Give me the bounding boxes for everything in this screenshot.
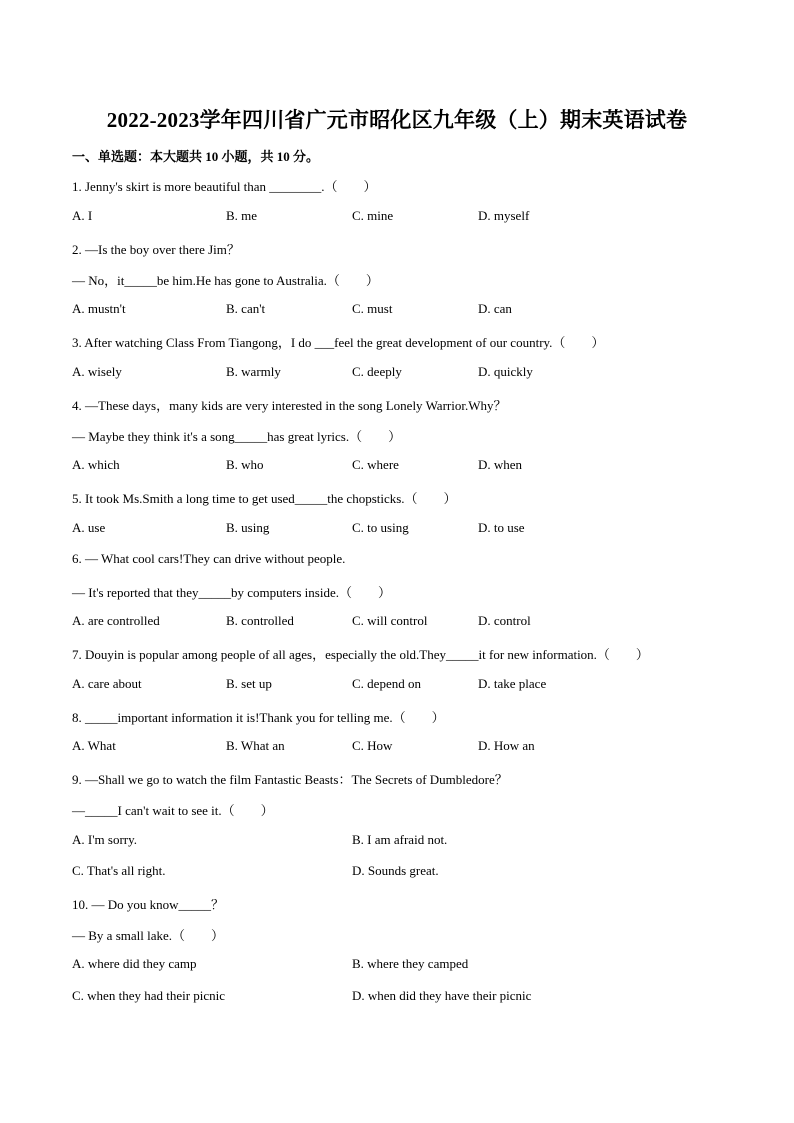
question-6-line2: — It's reported that they_____by computers inside.（ ）: [72, 585, 391, 600]
question-5-stem: 5. It took Ms.Smith a long time to get used_____the chopsticks.（ ）: [72, 491, 457, 506]
q2-option-c[interactable]: C. must: [352, 301, 393, 316]
q9-option-d[interactable]: D. Sounds great.: [352, 863, 439, 878]
q3-option-c[interactable]: C. deeply: [352, 364, 402, 379]
question-3-stem: 3. After watching Class From Tiangong，I do ___feel the great development of our country.（ ）: [72, 335, 605, 350]
q6-option-a[interactable]: A. are controlled: [72, 613, 160, 628]
q10-option-a[interactable]: A. where did they camp: [72, 956, 197, 971]
q10-option-c[interactable]: C. when they had their picnic: [72, 988, 226, 1003]
question-8-stem: 8. _____important information it is!Thank you for telling me.（ ）: [72, 710, 445, 725]
section-heading: 一、单选题：本大题共 10 小题，共 10 分。: [72, 149, 320, 164]
q2-option-a[interactable]: A. mustn't: [72, 301, 126, 316]
q3-option-d[interactable]: D. quickly: [478, 364, 533, 379]
q5-option-d[interactable]: D. to use: [478, 520, 525, 535]
q1-option-b[interactable]: B. me: [226, 208, 258, 223]
page-title: 2022-2023学年四川省广元市昭化区九年级（上）期末英语试卷: [106, 108, 688, 132]
q5-option-b[interactable]: B. using: [226, 520, 270, 535]
question-4-stem: 4. —These days，many kids are very interested in the song Lonely Warrior.Why？: [72, 398, 507, 413]
question-4-line2: — Maybe they think it's a song_____has great lyrics.（ ）: [72, 429, 402, 444]
q8-option-b[interactable]: B. What an: [226, 738, 285, 753]
question-2-stem: 2. —Is the boy over there Jim？: [72, 242, 240, 257]
q6-option-d[interactable]: D. control: [478, 613, 531, 628]
q3-option-b[interactable]: B. warmly: [226, 364, 281, 379]
question-10-line2: — By a small lake.（ ）: [72, 928, 225, 943]
q7-option-b[interactable]: B. set up: [226, 676, 272, 691]
q4-option-d[interactable]: D. when: [478, 457, 523, 472]
question-1-stem: 1. Jenny's skirt is more beautiful than ________.（ ）: [72, 179, 377, 194]
q9-option-c[interactable]: C. That's all right.: [72, 863, 166, 878]
q2-option-d[interactable]: D. can: [478, 301, 512, 316]
question-7-stem: 7. Douyin is popular among people of all ages，especially the old.They_____it for new information.（ ）: [72, 647, 649, 662]
q10-option-b[interactable]: B. where they camped: [352, 956, 469, 971]
q7-option-d[interactable]: D. take place: [478, 676, 547, 691]
question-2-line2: — No，it_____be him.He has gone to Australia.（ ）: [72, 273, 379, 288]
q1-option-a[interactable]: A. I: [72, 208, 93, 223]
question-6-stem: 6. — What cool cars!They can drive without people.: [72, 551, 346, 566]
question-9-stem: 9. —Shall we go to watch the film Fantastic Beasts：The Secrets of Dumbledore？: [72, 772, 508, 787]
q10-option-d[interactable]: D. when did they have their picnic: [352, 988, 532, 1003]
question-10-stem: 10. — Do you know_____？: [72, 897, 225, 912]
q1-option-d[interactable]: D. myself: [478, 208, 530, 223]
q4-option-c[interactable]: C. where: [352, 457, 399, 472]
q4-option-b[interactable]: B. who: [226, 457, 264, 472]
q7-option-a[interactable]: A. care about: [72, 676, 142, 691]
q2-option-b[interactable]: B. can't: [226, 301, 266, 316]
q7-option-c[interactable]: C. depend on: [352, 676, 421, 691]
q5-option-a[interactable]: A. use: [72, 520, 106, 535]
q8-option-d[interactable]: D. How an: [478, 738, 535, 753]
q9-option-b[interactable]: B. I am afraid not.: [352, 832, 448, 847]
q9-option-a[interactable]: A. I'm sorry.: [72, 832, 138, 847]
q6-option-c[interactable]: C. will control: [352, 613, 428, 628]
q8-option-c[interactable]: C. How: [352, 738, 393, 753]
question-9-line2: —_____I can't wait to see it.（ ）: [72, 803, 274, 818]
q5-option-c[interactable]: C. to using: [352, 520, 409, 535]
q6-option-b[interactable]: B. controlled: [226, 613, 294, 628]
q4-option-a[interactable]: A. which: [72, 457, 120, 472]
q3-option-a[interactable]: A. wisely: [72, 364, 122, 379]
q1-option-c[interactable]: C. mine: [352, 208, 394, 223]
q8-option-a[interactable]: A. What: [72, 738, 116, 753]
